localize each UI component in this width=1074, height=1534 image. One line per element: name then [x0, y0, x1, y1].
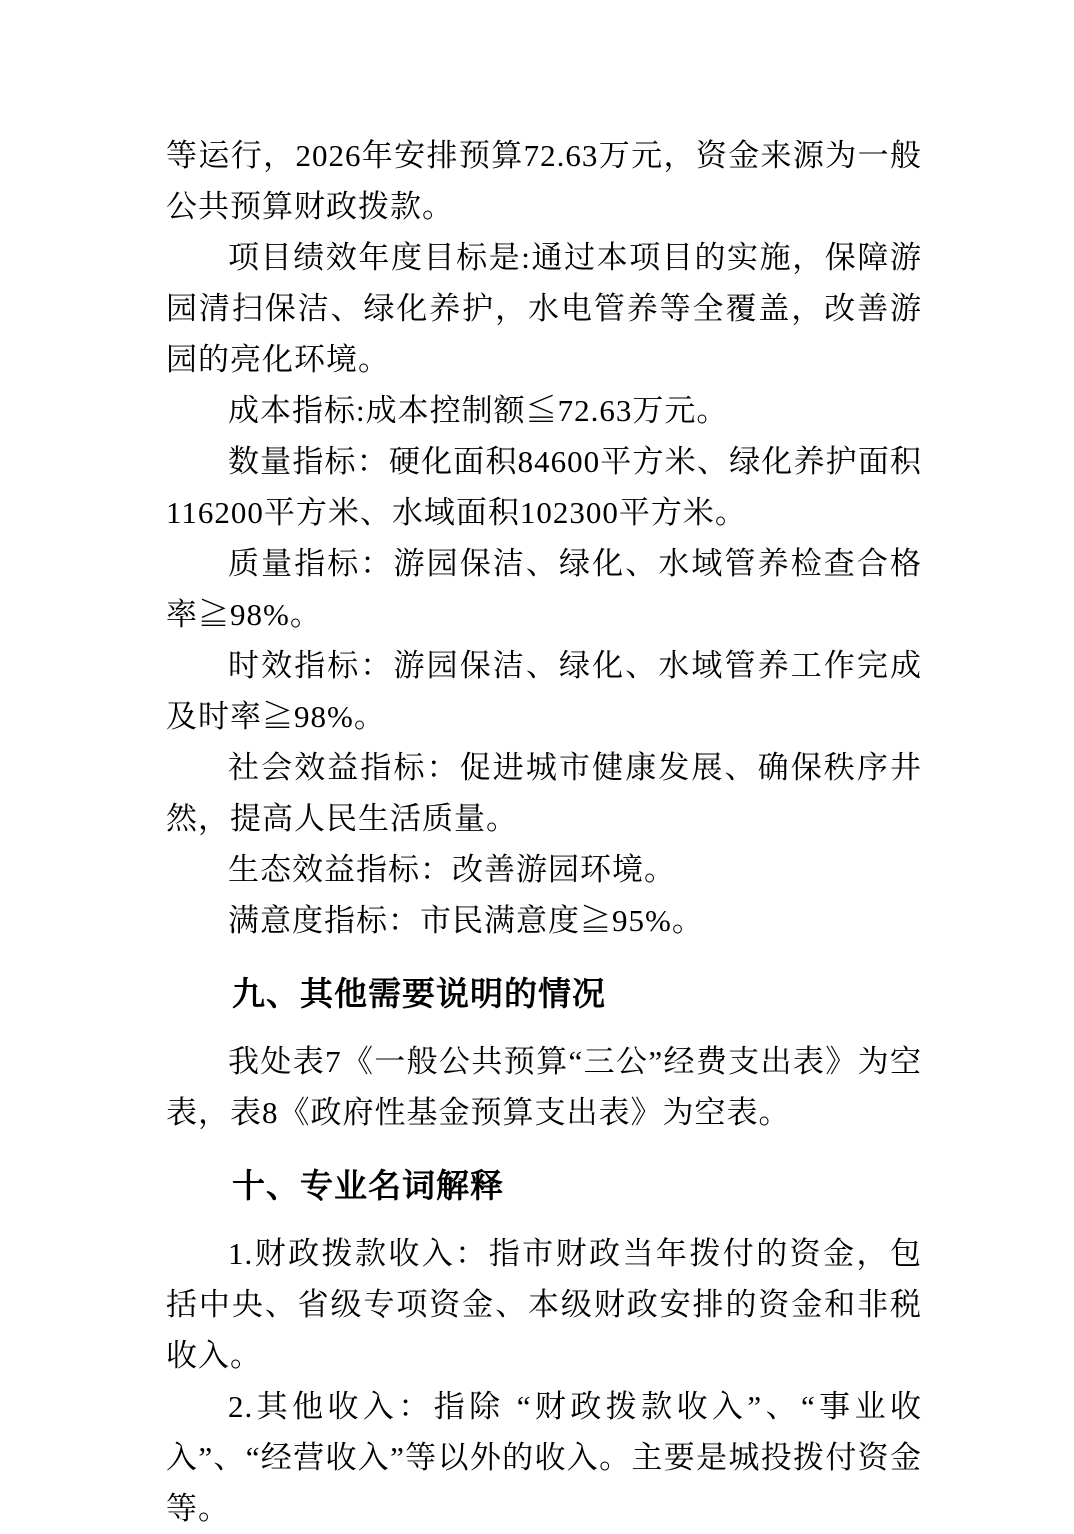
- paragraph-timeliness-indicator: 时效指标：游园保洁、绿化、水域管养工作完成及时率≧98%。: [166, 648, 922, 734]
- paragraph-cost-indicator: 成本指标:成本控制额≦72.63万元。: [228, 393, 729, 428]
- paragraph-satisfaction-indicator: 满意度指标：市民满意度≧95%。: [228, 903, 704, 938]
- paragraph-term-fiscal-appropriation-income: 1.财政拨款收入：指市财政当年拨付的资金，包括中央、省级专项资金、本级财政安排的资金和非税收入。: [166, 1236, 922, 1373]
- paragraph-ecological-benefit-indicator: 生态效益指标：改善游园环境。: [228, 852, 676, 887]
- paragraph-annual-performance-goal: 项目绩效年度目标是:通过本项目的实施，保障游园清扫保洁、绿化养护，水电管养等全覆盖，改善游园的亮化环境。: [166, 240, 922, 377]
- paragraph-term-other-income: 2.其他收入：指除 “财政拨款收入”、“事业收入”、“经营收入”等以外的收入。主要是城投拨付资金等。: [166, 1389, 922, 1526]
- paragraph-quantity-indicator: 数量指标：硬化面积84600平方米、绿化养护面积116200平方米、水域面积102300平方米。: [166, 444, 922, 530]
- paragraph-budget-continuation: 等运行，2026年安排预算72.63万元，资金来源为一般公共预算财政拨款。: [166, 138, 922, 224]
- paragraph-empty-tables-note: 我处表7《一般公共预算“三公”经费支出表》为空表，表8《政府性基金预算支出表》为空表。: [166, 1044, 922, 1130]
- section-heading-ten-terminology: 十、专业名词解释: [232, 1167, 504, 1204]
- section-heading-nine-other-notes: 九、其他需要说明的情况: [232, 975, 606, 1012]
- paragraph-social-benefit-indicator: 社会效益指标：促进城市健康发展、确保秩序井然，提高人民生活质量。: [166, 750, 922, 836]
- paragraph-quality-indicator: 质量指标：游园保洁、绿化、水域管养检查合格率≧98%。: [166, 546, 922, 632]
